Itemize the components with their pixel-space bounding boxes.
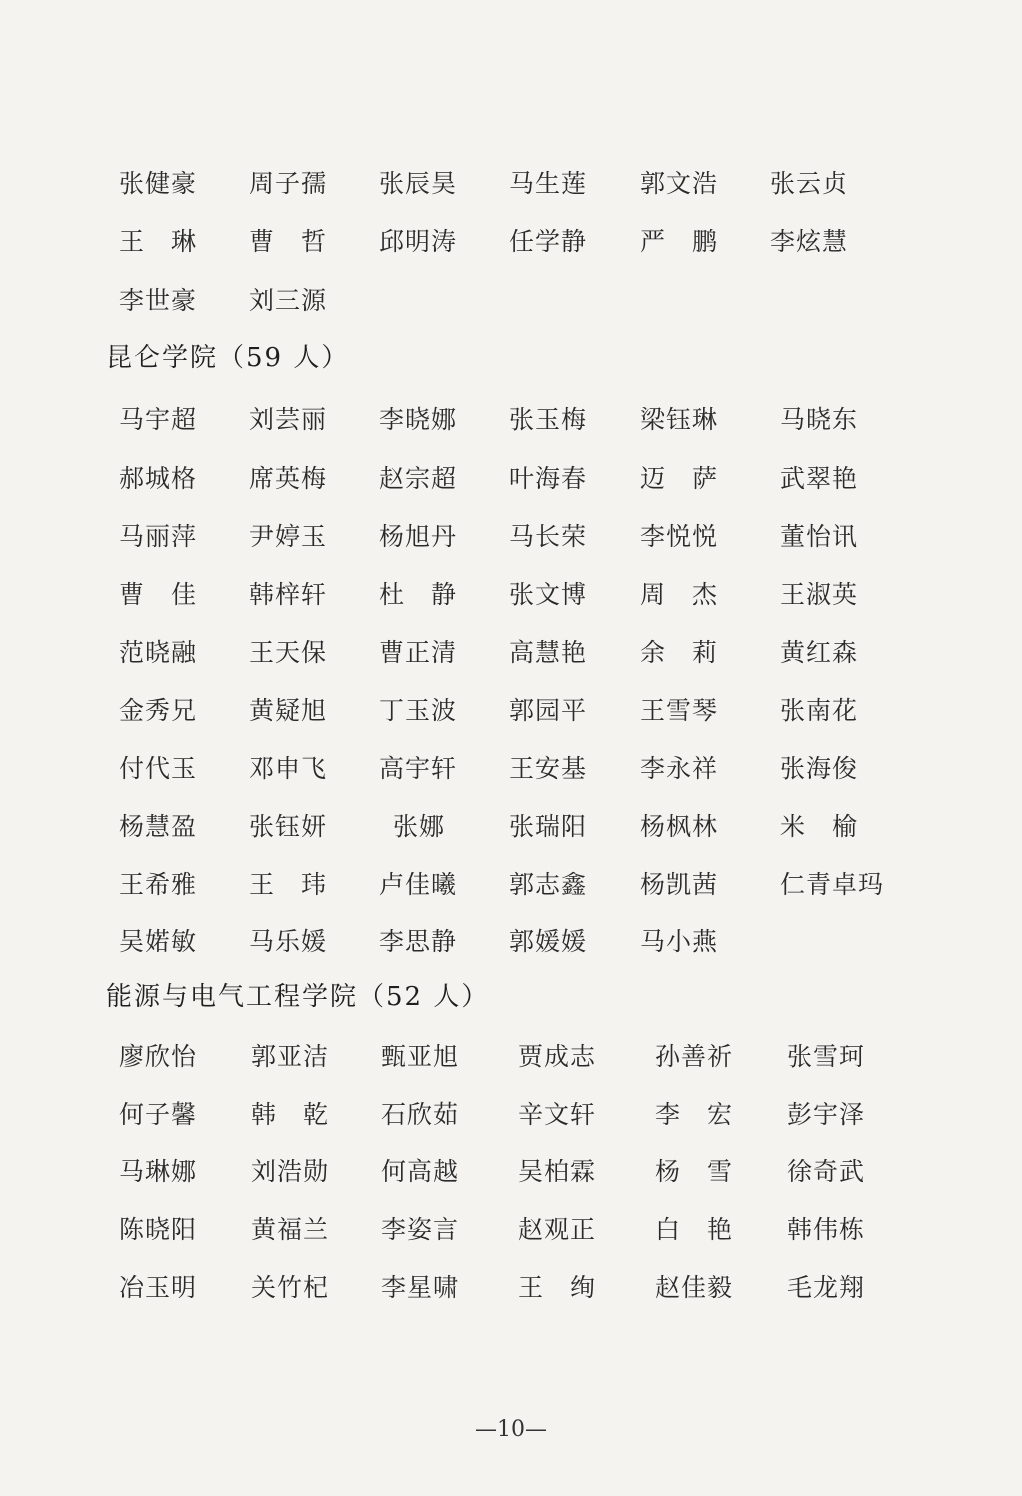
person-name: 王雪琴 xyxy=(640,696,719,725)
person-name: 廖欣怡 xyxy=(119,1042,198,1071)
person-name: 韩梓轩 xyxy=(249,580,328,609)
person-name: 王天保 xyxy=(249,638,328,667)
person-name: 韩伟栋 xyxy=(787,1215,866,1244)
person-name: 尹婷玉 xyxy=(249,522,328,551)
person-name: 马丽萍 xyxy=(119,522,198,551)
page-number: —10— xyxy=(475,1417,547,1442)
person-name: 杜 静 xyxy=(379,580,458,609)
person-name: 杨 雪 xyxy=(655,1157,734,1186)
person-name: 赵佳毅 xyxy=(655,1273,734,1302)
person-name: 白 艳 xyxy=(655,1215,734,1244)
person-name: 曹正清 xyxy=(379,638,458,667)
person-name: 孙善祈 xyxy=(655,1042,734,1071)
person-name: 杨凯茜 xyxy=(640,870,719,899)
person-name: 杨慧盈 xyxy=(119,812,198,841)
person-name: 邱明涛 xyxy=(379,227,458,256)
person-name: 王淑英 xyxy=(780,580,859,609)
person-name: 张健豪 xyxy=(119,169,198,198)
person-name: 李姿言 xyxy=(381,1215,460,1244)
section-heading: 能源与电气工程学院（52 人） xyxy=(106,982,490,1012)
person-name: 张娜 xyxy=(393,812,446,841)
name-row xyxy=(0,1210,1022,1250)
person-name: 李星啸 xyxy=(381,1273,460,1302)
person-name: 张雪珂 xyxy=(787,1042,866,1071)
name-row xyxy=(0,865,1022,905)
person-name: 甄亚旭 xyxy=(381,1042,460,1071)
person-name: 王 玮 xyxy=(249,870,328,899)
person-name: 杨旭丹 xyxy=(379,522,458,551)
person-name: 郭媛媛 xyxy=(509,927,588,956)
person-name: 曹 佳 xyxy=(119,580,198,609)
person-name: 王 绚 xyxy=(518,1273,597,1302)
person-name: 李晓娜 xyxy=(379,405,458,434)
person-name: 王 琳 xyxy=(119,227,198,256)
person-name: 席英梅 xyxy=(249,464,328,493)
name-row xyxy=(0,1268,1022,1308)
person-name: 仁青卓玛 xyxy=(780,870,885,899)
name-row xyxy=(0,1037,1022,1077)
name-row xyxy=(0,164,1022,204)
name-row xyxy=(0,749,1022,789)
name-row xyxy=(0,1095,1022,1135)
person-name: 董怡讯 xyxy=(780,522,859,551)
person-name: 迈 萨 xyxy=(640,464,719,493)
person-name: 卢佳曦 xyxy=(379,870,458,899)
person-name: 马乐媛 xyxy=(249,927,328,956)
person-name: 郭志鑫 xyxy=(509,870,588,899)
person-name: 李思静 xyxy=(379,927,458,956)
person-name: 马小燕 xyxy=(640,927,719,956)
person-name: 郝城格 xyxy=(119,464,198,493)
section-heading: 昆仑学院（59 人） xyxy=(106,343,350,373)
person-name: 贾成志 xyxy=(518,1042,597,1071)
person-name: 周子孺 xyxy=(249,169,328,198)
person-name: 李世豪 xyxy=(119,286,198,315)
person-name: 付代玉 xyxy=(119,754,198,783)
person-name: 刘三源 xyxy=(249,286,328,315)
person-name: 王安基 xyxy=(509,754,588,783)
person-name: 郭园平 xyxy=(509,696,588,725)
person-name: 曹 哲 xyxy=(249,227,328,256)
person-name: 杨枫林 xyxy=(640,812,719,841)
person-name: 周 杰 xyxy=(640,580,719,609)
name-row xyxy=(0,281,1022,321)
person-name: 何子馨 xyxy=(119,1100,198,1129)
name-row xyxy=(0,517,1022,557)
person-name: 冶玉明 xyxy=(119,1273,198,1302)
name-row xyxy=(0,1152,1022,1192)
person-name: 张海俊 xyxy=(780,754,859,783)
person-name: 何高越 xyxy=(381,1157,460,1186)
name-row xyxy=(0,807,1022,847)
person-name: 武翠艳 xyxy=(780,464,859,493)
person-name: 赵宗超 xyxy=(379,464,458,493)
person-name: 高慧艳 xyxy=(509,638,588,667)
person-name: 辛文轩 xyxy=(518,1100,597,1129)
person-name: 邓申飞 xyxy=(249,754,328,783)
person-name: 李炫慧 xyxy=(770,227,849,256)
person-name: 任学静 xyxy=(509,227,588,256)
person-name: 余 莉 xyxy=(640,638,719,667)
person-name: 吴柏霖 xyxy=(518,1157,597,1186)
person-name: 彭宇泽 xyxy=(787,1100,866,1129)
person-name: 李永祥 xyxy=(640,754,719,783)
person-name: 马长荣 xyxy=(509,522,588,551)
person-name: 马琳娜 xyxy=(119,1157,198,1186)
person-name: 张云贞 xyxy=(770,169,849,198)
person-name: 叶海春 xyxy=(509,464,588,493)
person-name: 米 榆 xyxy=(780,812,859,841)
person-name: 高宇轩 xyxy=(379,754,458,783)
person-name: 郭亚洁 xyxy=(251,1042,330,1071)
person-name: 徐奇武 xyxy=(787,1157,866,1186)
person-name: 石欣茹 xyxy=(381,1100,460,1129)
person-name: 王希雅 xyxy=(119,870,198,899)
name-row xyxy=(0,459,1022,499)
person-name: 李 宏 xyxy=(655,1100,734,1129)
person-name: 陈晓阳 xyxy=(119,1215,198,1244)
name-row xyxy=(0,575,1022,615)
person-name: 马晓东 xyxy=(780,405,859,434)
person-name: 毛龙翔 xyxy=(787,1273,866,1302)
person-name: 关竹杞 xyxy=(251,1273,330,1302)
person-name: 金秀兄 xyxy=(119,696,198,725)
person-name: 刘浩勋 xyxy=(251,1157,330,1186)
name-row xyxy=(0,633,1022,673)
person-name: 张辰昊 xyxy=(379,169,458,198)
person-name: 黄福兰 xyxy=(251,1215,330,1244)
person-name: 黄疑旭 xyxy=(249,696,328,725)
person-name: 黄红森 xyxy=(780,638,859,667)
person-name: 范晓融 xyxy=(119,638,198,667)
name-row xyxy=(0,691,1022,731)
person-name: 郭文浩 xyxy=(640,169,719,198)
person-name: 马宇超 xyxy=(119,405,198,434)
person-name: 张瑞阳 xyxy=(509,812,588,841)
person-name: 赵观正 xyxy=(518,1215,597,1244)
person-name: 李悦悦 xyxy=(640,522,719,551)
person-name: 张玉梅 xyxy=(509,405,588,434)
person-name: 张文博 xyxy=(509,580,588,609)
person-name: 丁玉波 xyxy=(379,696,458,725)
person-name: 严 鹏 xyxy=(640,227,719,256)
person-name: 张南花 xyxy=(780,696,859,725)
person-name: 刘芸丽 xyxy=(249,405,328,434)
name-row xyxy=(0,922,1022,962)
person-name: 韩 乾 xyxy=(251,1100,330,1129)
name-row xyxy=(0,222,1022,262)
name-row xyxy=(0,400,1022,440)
person-name: 梁钰琳 xyxy=(640,405,719,434)
person-name: 马生莲 xyxy=(509,169,588,198)
person-name: 吴婼敏 xyxy=(119,927,198,956)
person-name: 张钰妍 xyxy=(249,812,328,841)
